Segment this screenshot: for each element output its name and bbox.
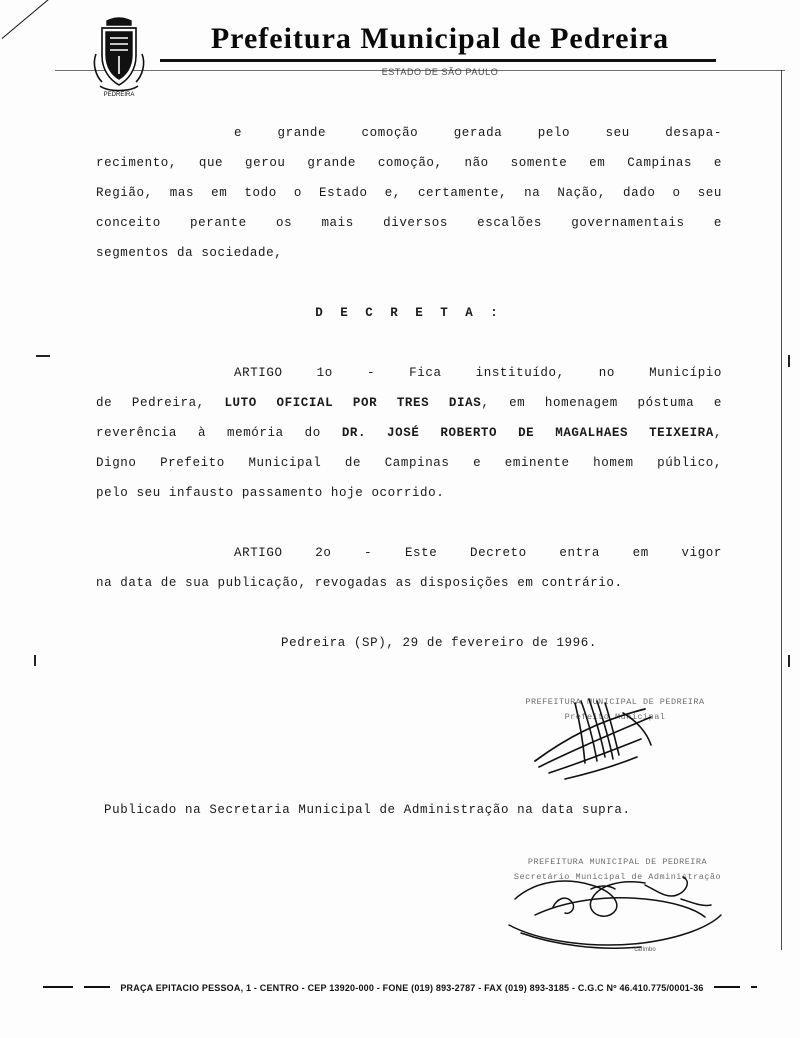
document-body [96, 118, 722, 658]
article1-line: de Pedreira, LUTO OFICIAL POR TRES DIAS, em homenagem póstuma e [96, 396, 722, 410]
dateline: Pedreira (SP), 29 de fevereiro de 1996. [281, 636, 597, 650]
preamble-line: Região, mas em todo o Estado e, certamente, na Nação, dado o seu [96, 186, 722, 200]
signature-block-prefeito [505, 695, 725, 785]
header-title-block [160, 22, 720, 77]
coat-of-arms-icon [88, 12, 150, 98]
document-header [0, 0, 800, 110]
preamble-line: conceito perante os mais diversos escalões governamentais e [96, 216, 722, 230]
document-footer [0, 978, 800, 996]
scan-tick-right [788, 655, 790, 667]
preamble-line: segmentos da sociedade, [96, 246, 283, 260]
article2-line: ARTIGO 2o - Este Decreto entra em vigor [234, 546, 722, 560]
article1-line: Digno Prefeito Municipal de Campinas e eminente homem público, [96, 456, 722, 470]
article1-emphasis: LUTO OFICIAL POR TRES DIAS [224, 396, 482, 410]
signature-title-line2: Secretário Municipal de Administração [513, 872, 722, 882]
signature-title-line2: Prefeito Municipal [564, 712, 666, 722]
signature-title-line1: PREFEITURA MUNICIPAL DE PEDREIRA [525, 697, 705, 707]
publication-line: Publicado na Secretaria Municipal de Administração na data supra. [104, 803, 631, 817]
article1-emphasis: DR. JOSÉ ROBERTO DE MAGALHAES TEIXEIRA [341, 426, 714, 440]
svg-text:PEDREIRA: PEDREIRA [103, 92, 135, 98]
title-divider [160, 59, 716, 62]
decreta-heading: D E C R E T A : [315, 306, 503, 320]
signature-stamp-label: carimbo [634, 947, 656, 953]
scan-tick-right [788, 355, 790, 367]
header-subtitle: ESTADO DE SÃO PAULO [381, 67, 499, 77]
preamble-line: recimento, que gerou grande comoção, não somente em Campinas e [96, 156, 722, 170]
preamble-line: e grande comoção gerada pelo seu desapa- [234, 126, 722, 140]
signature-block-secretario [495, 855, 740, 955]
signature-title-line1: PREFEITURA MUNICIPAL DE PEDREIRA [527, 857, 708, 867]
footer-address: PRAÇA EPITACIO PESSOA, 1 - CENTRO - CEP 13920-000 - FONE (019) 893-2787 - FAX (019) 893-3185 - C.G.C Nº 46.410.775/0001-36 [120, 983, 704, 993]
article1-line: reverência à memória do DR. JOSÉ ROBERTO DE MAGALHAES TEIXEIRA, [96, 426, 722, 440]
page-title: Prefeitura Municipal de Pedreira [210, 22, 670, 55]
article2-line: na data de sua publicação, revogadas as disposições em contrário. [96, 576, 623, 590]
article1-line: pelo seu infausto passamento hoje ocorrido. [96, 486, 445, 500]
article1-line: ARTIGO 1o - Fica instituído, no Município [234, 366, 722, 380]
scan-tick-left [36, 355, 50, 357]
page-border-right [781, 70, 782, 950]
scan-tick-left [34, 655, 36, 666]
